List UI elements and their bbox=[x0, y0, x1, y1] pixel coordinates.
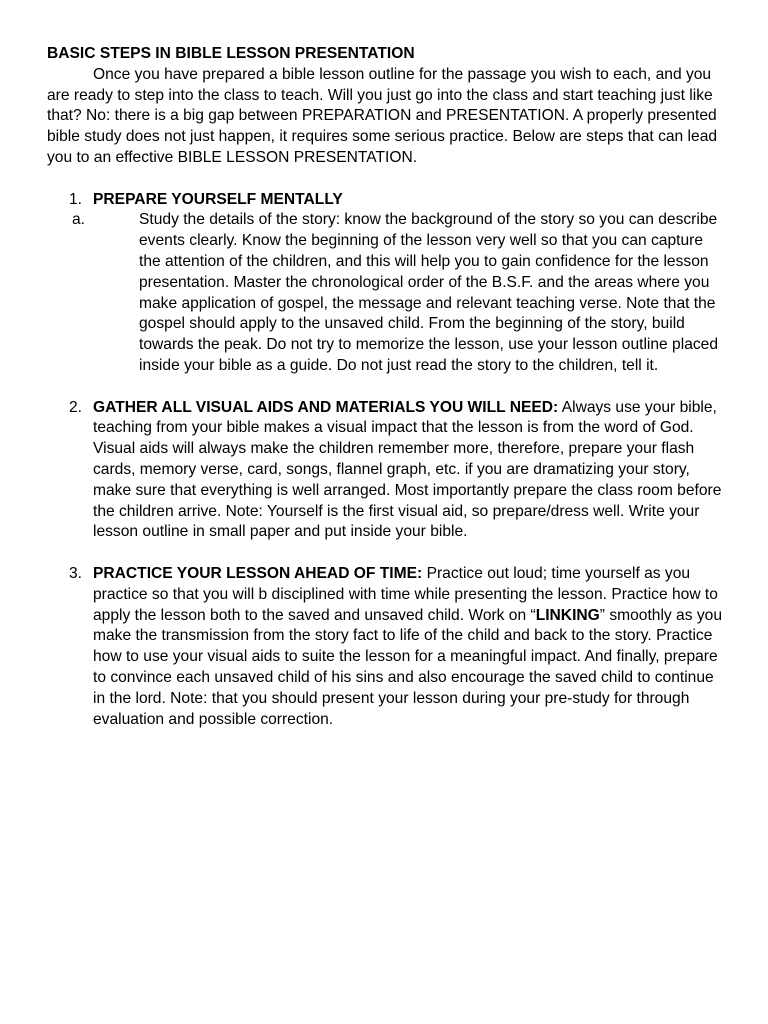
spacer bbox=[47, 377, 722, 398]
step-3-heading: PRACTICE YOUR LESSON AHEAD OF TIME: bbox=[93, 564, 423, 582]
document-page bbox=[47, 44, 722, 730]
step-1-heading: PREPARE YOURSELF MENTALLY bbox=[93, 190, 343, 208]
step-1-subitem-text: Study the details of the story: know the background of the story so you can describe events clearly. Know the beginning of the lesson very well so that you can capture the attention of the children, and this will help you to gain confidence for the lesson presentation. Master the chronological order of the B.S.F. and the areas where you make application of gospel, the message and relevant teaching verse. Note that the gospel should apply to the unsaved child. From the beginning of the story, build towards the peak. Do not try to memorize the lesson, use your lesson outline placed inside your bible as a guide. Do not just read the story to the children, tell it. bbox=[139, 211, 719, 374]
step-1-subitem-a bbox=[47, 210, 722, 376]
step-2 bbox=[47, 398, 722, 544]
step-2-text: Always use your bible, teaching from your bible makes a visual impact that the lesson is from the word of God. Visual aids will always make the children remember more, therefore, prepare your flash cards, memory verse, card, songs, flannel graph, etc. if you are dramatizing your story, make sure that everything is well arranged. Most importantly prepare the class room before the children arrive. Note: Yourself is the first visual aid, so prepare/dress well. Write your lesson outline in small paper and put inside your bible. bbox=[93, 398, 722, 541]
intro-paragraph: Once you have prepared a bible lesson outline for the passage you wish to each, and you are ready to step into the class to teach. Will you just go into the class and start teaching just like that? No: there is a big gap between PREPARATION and PRESENTATION. A properly presented bible study does not just happen, it requires some serious practice. Below are steps that can lead you to an effective BIBLE LESSON PRESENTATION. bbox=[47, 65, 718, 166]
step-3-text-after: ” smoothly as you make the transmission from the story fact to life of the child and back to the story. Practice how to use your visual aids to suite the lesson for a meaningful impact. And finally, prepare to convince each unsaved child of his sins and also encourage the saved child to continue in the lord. Note: that you should present your lesson during your pre-study for through evaluation and possible correction. bbox=[93, 606, 722, 728]
step-2-number: 2. bbox=[69, 398, 83, 416]
step-1 bbox=[47, 190, 722, 211]
step-3 bbox=[47, 564, 722, 730]
spacer bbox=[47, 543, 722, 564]
step-3-text-before: Practice out loud; time yourself as you practice so that you will b disciplined with time while presenting the lesson. Practice how to apply the lesson both to the saved and unsaved child. Work on “ bbox=[93, 564, 718, 624]
step-3-number: 3. bbox=[69, 564, 83, 582]
step-1-number: 1. bbox=[69, 190, 83, 208]
step-3-emphasis: LINKING bbox=[535, 606, 600, 624]
spacer bbox=[47, 169, 722, 190]
document-title: BASIC STEPS IN BIBLE LESSON PRESENTATION bbox=[47, 45, 415, 62]
step-2-heading: GATHER ALL VISUAL AIDS AND MATERIALS YOU WILL NEED: bbox=[93, 398, 559, 416]
step-1-subitem-letter: a. bbox=[72, 211, 86, 229]
